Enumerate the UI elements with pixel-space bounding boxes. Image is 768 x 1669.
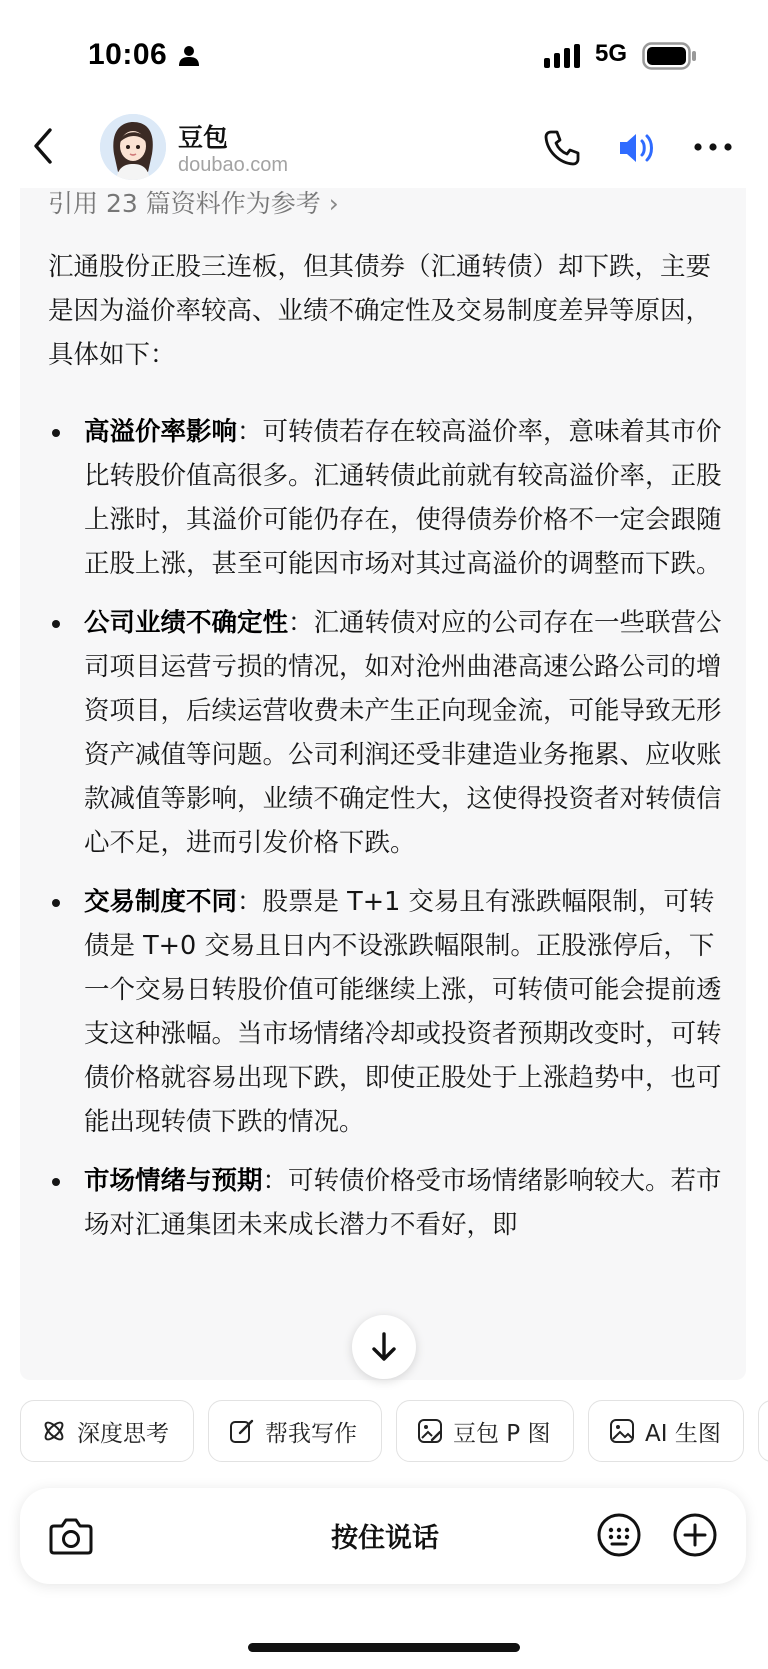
bullet-dot-icon [52, 1178, 60, 1186]
list-item [48, 410, 728, 586]
photo-edit-chip[interactable] [396, 1400, 574, 1462]
bullet-text: ：可转债若存在较高溢价率，意味着其市价比转股价值高很多。汇通转债此前就有较高溢价率，正股上涨时，其溢价可能仍存在，使得债券价格不一定会跟随正股上涨，甚至可能因市场对其过高溢价的调整而下跌。 [84, 417, 722, 579]
bullet-title: 交易制度不同 [84, 887, 238, 917]
status-time: 10:06 [88, 38, 168, 71]
chip-label: 深度思考 [77, 1420, 169, 1447]
chip-label: AI 生图 [645, 1420, 721, 1447]
deep-think-chip[interactable] [20, 1400, 194, 1462]
input-bar [20, 1488, 746, 1584]
references-label: 引用 23 篇资料作为参考 [48, 189, 321, 218]
network-type: 5G [595, 40, 628, 67]
signal-icon [544, 44, 582, 68]
chat-header [0, 110, 768, 188]
ai-image-chip[interactable] [588, 1400, 744, 1462]
writing-chip[interactable] [208, 1400, 382, 1462]
references-link[interactable] [48, 184, 339, 220]
edit-icon [229, 1418, 255, 1444]
bullet-title: 市场情绪与预期 [84, 1166, 263, 1196]
chevron-right-icon: › [328, 189, 339, 218]
status-bar [0, 0, 768, 110]
atom-icon [41, 1418, 67, 1444]
answer-intro: 汇通股份正股三连板，但其债券（汇通转债）却下跌，主要是因为溢价率较高、业绩不确定性及交易制度差异等原因，具体如下： [48, 252, 712, 370]
bullet-dot-icon [52, 429, 60, 437]
list-item [48, 1159, 728, 1247]
answer-bullet-list [48, 410, 728, 1262]
bullet-text: ：股票是 T+1 交易且有涨跌幅限制，可转债是 T+0 交易且日内不设涨跌幅限制。正股涨停后，下一个交易日转股价值可能继续上涨，可转债可能会提前透支这种涨幅。当市场情绪冷却或投资者预期改变时，可转债价格就容易出现下跌，即使正股处于上涨趋势中，也可能出现转债下跌的情况。 [84, 887, 722, 1137]
chip-label: 豆包 P 图 [453, 1420, 551, 1447]
bullet-text: ：可转债价格受市场情绪影响较大。若市场对汇通集团未来成长潜力不看好，即 [84, 1166, 722, 1240]
list-item [48, 880, 728, 1144]
image-edit-icon [417, 1418, 443, 1444]
more-options-icon[interactable] [693, 140, 733, 154]
chip-label: 帮我写作 [265, 1420, 357, 1447]
person-icon [178, 45, 200, 67]
avatar-girl-icon [100, 114, 166, 180]
bullet-title: 公司业绩不确定性 [84, 608, 289, 638]
bullet-dot-icon [52, 899, 60, 907]
scroll-to-bottom-button[interactable] [352, 1315, 416, 1379]
bot-name: 豆包 [178, 123, 229, 152]
answer-card [20, 150, 746, 1380]
home-indicator[interactable] [248, 1643, 520, 1652]
image-icon [609, 1418, 635, 1444]
hold-to-talk-button[interactable]: 按住说话 [331, 1523, 439, 1554]
quick-actions-bar [0, 1380, 768, 1470]
arrow-down-icon [370, 1331, 398, 1363]
back-arrow-icon[interactable] [28, 126, 60, 166]
more-chip-partial[interactable] [758, 1400, 768, 1462]
bot-domain: doubao.com [178, 154, 289, 176]
bullet-dot-icon [52, 620, 60, 628]
bot-avatar[interactable] [100, 114, 166, 180]
keyboard-icon[interactable] [596, 1512, 642, 1558]
battery-icon [642, 42, 698, 70]
plus-icon[interactable] [672, 1512, 718, 1558]
bullet-title: 高溢价率影响 [84, 417, 238, 447]
speaker-icon[interactable] [616, 128, 660, 168]
list-item [48, 601, 728, 865]
bullet-text: ：汇通转债对应的公司存在一些联营公司项目运营亏损的情况，如对沧州曲港高速公路公司的增资项目，后续运营收费未产生正向现金流，可能导致无形资产减值等问题。公司利润还受非建造业务拖累、应收账款减值等影响，业绩不确定性大，这使得投资者对转债信心不足，进而引发价格下跌。 [84, 608, 722, 858]
phone-call-icon[interactable] [542, 128, 582, 168]
camera-icon[interactable] [48, 1514, 94, 1558]
